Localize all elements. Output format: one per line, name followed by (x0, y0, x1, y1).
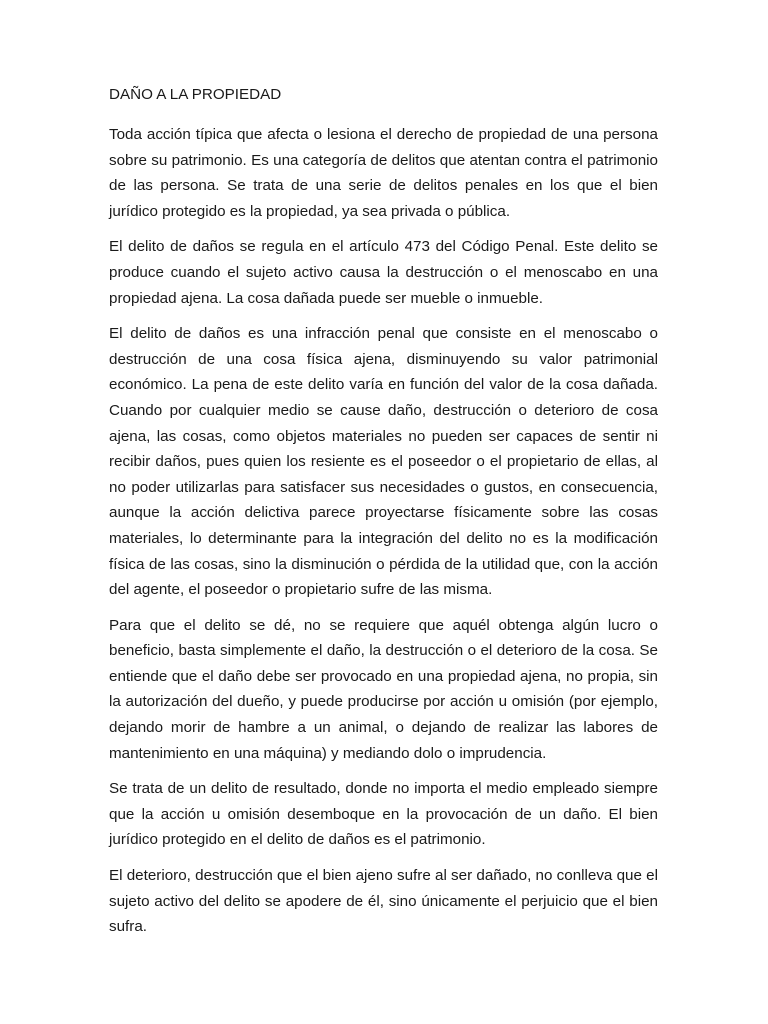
paragraph-1: Toda acción típica que afecta o lesiona el derecho de propiedad de una persona sobre su patrimonio. Es una categoría de delitos que atentan contra el patrimonio de las persona. Se trata de una serie de delitos penales en los que el bien jurídico protegido es la propiedad, ya sea privada o pública. (109, 126, 658, 220)
document-title: DAÑO A LA PROPIEDAD (109, 86, 282, 103)
paragraph-5: Se trata de un delito de resultado, donde no importa el medio empleado siempre que la acción u omisión desemboque en la provocación de un daño. El bien jurídico protegido en el delito de daños es el patrimonio. (109, 780, 658, 849)
paragraph-3: El delito de daños es una infracción penal que consiste en el menoscabo o destrucción de una cosa física ajena, disminuyendo su valor patrimonial económico. La pena de este delito varía en función del valor de la cosa dañada. Cuando por cualquier medio se cause daño, destrucción o deterioro de cosa ajena, las cosas, como objetos materiales no pueden ser capaces de sentir ni recibir daños, pues quien los resiente es el poseedor o el propietario de ellas, al no poder utilizarlas para satisfacer sus necesidades o gustos, en consecuencia, aunque la acción delictiva parece proyectarse físicamente sobre las cosas materiales, lo determinante para la integración del delito no es la modificación física de las cosas, sino la disminución o pérdida de la utilidad que, con la acción del agente, el poseedor o propietario sufre de las misma. (109, 325, 658, 599)
paragraph-2: El delito de daños se regula en el artículo 473 del Código Penal. Este delito se produce cuando el sujeto activo causa la destrucción o el menoscabo en una propiedad ajena. La cosa dañada puede ser mueble o inmueble. (109, 238, 658, 307)
paragraph-4: Para que el delito se dé, no se requiere que aquél obtenga algún lucro o beneficio, basta simplemente el daño, la destrucción o el deterioro de la cosa. Se entiende que el daño debe ser provocado en una propiedad ajena, no propia, sin la autorización del dueño, y puede producirse por acción u omisión (por ejemplo, dejando morir de hambre a un animal, o dejando de realizar las labores de mantenimiento en una máquina) y mediando dolo o imprudencia. (109, 616, 658, 762)
document-body (109, 82, 658, 950)
paragraph-6: El deterioro, destrucción que el bien ajeno sufre al ser dañado, no conlleva que el sujeto activo del delito se apodere de él, sino únicamente el perjuicio que el bien sufra. (109, 867, 658, 936)
